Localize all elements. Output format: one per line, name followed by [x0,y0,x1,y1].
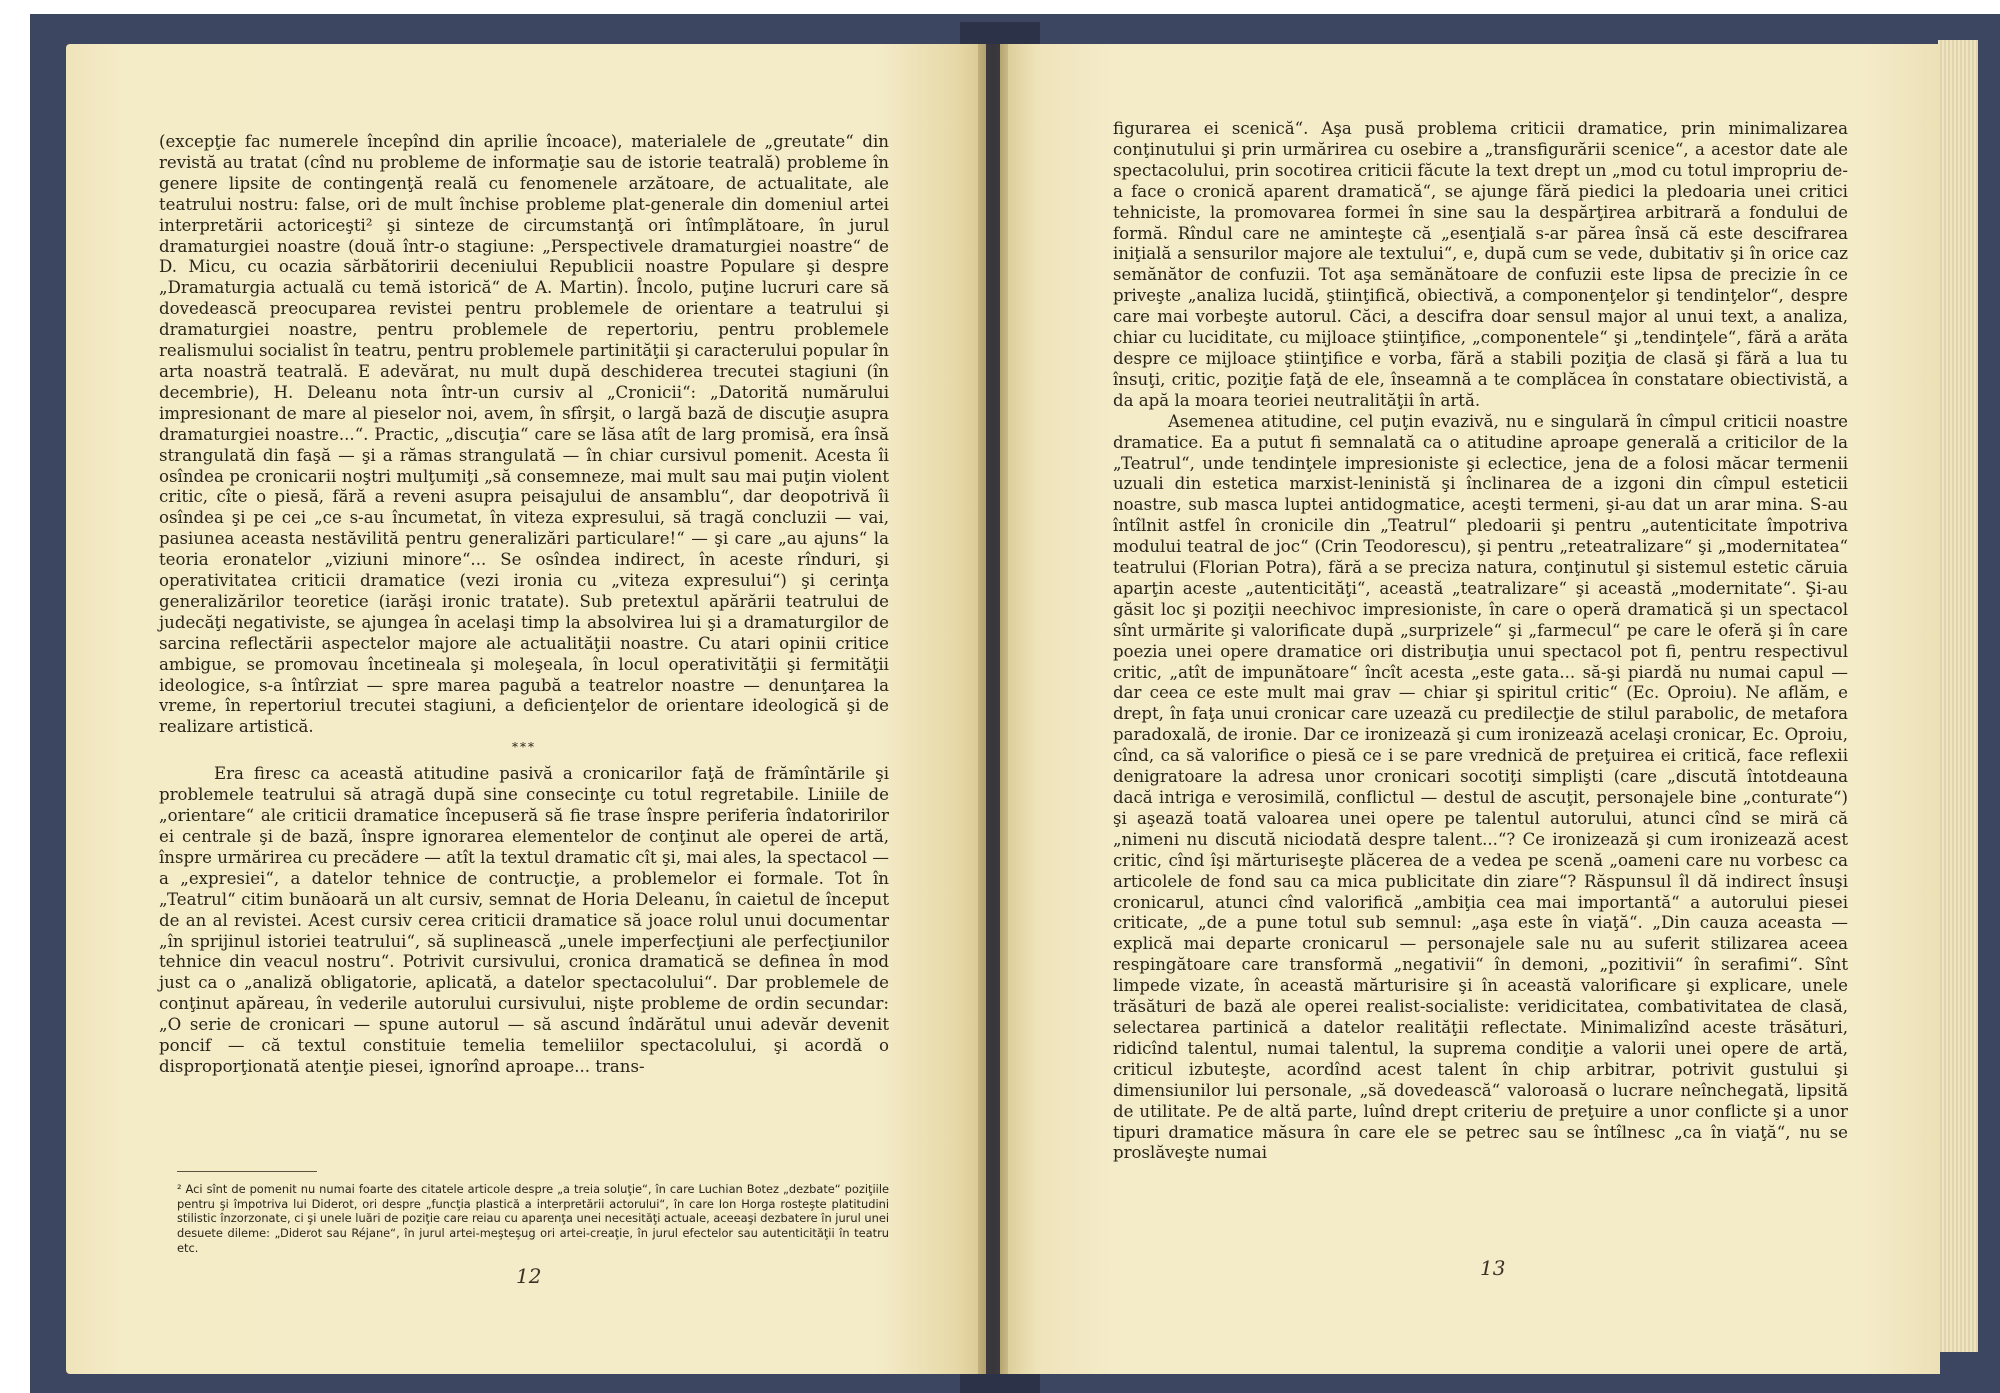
gutter-shadow [978,44,1008,1374]
right-paragraph-2: Asemenea atitudine, cel puţin evazivă, nu e singulară în cîmpul criticii noastre dramatice. Ea a putut fi semnalată ca o atitudine aproape generală a criticilor de la „Teatrul“, unde tendinţele impresioniste şi eclectice, jena de a folosi măcar termenii uzuali din estetica marxist-leninistă şi înclinarea de a izgoni din cîmpul esteticii noastre, sub masca luptei antidogmatice, aceşti termeni, şi-au dat un arar mina. S-au întîlnit astfel în cronicile din „Teatrul“ pledoarii şi pentru „autenticitate împotriva modului teatral de joc“ (Crin Teodorescu), şi pentru „reteatralizare“ şi „modernitatea“ teatrului (Florian Potra), fără a se preciza natura, conţinutul şi sistemul estetic căruia aparţin aceste „autenticităţi“, această „teatralizare“ şi această „modernitate“. Şi-au găsit loc şi poziţii neechivoc impresioniste, în care o operă dramatică şi un spectacol sînt urmărite şi valorificate după „surprizele“ şi „farmecul“ pe care le oferă şi în care poezia unei opere dramatice ori distribuţia unui spectacol pot fi, pentru respectivul critic, „atît de impunătoare“ încît acesta „este gata... să-şi piardă nu numai capul — dar ceea ce este mult mai grav — chiar şi spiritul critic“ (Ec. Oproiu). Ne aflăm, e drept, în faţa unui cronicar care uzează cu predilecţie de stilul parabolic, de metafora paradoxală, de ironie. Dar ce ironizează şi cum ironizează acelaşi cronicar, Ec. Oproiu, cînd, ca să valorifice o piesă ce i se pare vrednică de preţuirea ei critică, face reflexii denigratoare la adresa unor cronicari socotiţi simplişti (care „discută întotdeauna dacă intriga e verosimilă, conflictul — destul de ascuţit, personajele bine „conturate“) şi aşează toată valoarea unei opere pe talentul autorului, atunci cînd se miră că „nimeni nu discută niciodată despre talent...“? Ce ironizează şi cum ironizează acest critic, cînd îşi mărturiseşte plăcerea de a vedea pe scenă „oameni care nu vorbesc ca articolele de fond sau ca mica publicitate din ziare“? Răspunsul îl dă indirect însuşi cronicarul, atunci cînd valorifică „ambiţia cea mai importantă“ a autorului piesei criticate, „de a pune totul sub semnul: „aşa este în viaţă“. „Din cauza aceasta — explică mai departe cronicarul — personajele sale nu au suferit stilizarea aceea respingătoare care transformă „negativii“ în demoni, „pozitivii“ în serafimi“. Sînt limpede vizate, în această mărturisire şi în această valorificare şi explicare, unele trăsături de bază ale operei realist-socialiste: veridicitatea, combativitatea de clasă, selectarea partinică a datelor realităţii reflectate. Minimalizînd aceste trăsături, ridicînd talentul, numai talentul, la suprema condiţie a valorii unei opere de artă, criticul izbuteşte, acordînd acest talent în chip arbitrar, potrivit gustului şi dimensiunilor lui personale, „să dovedească“ valoroasă o lucrare neînchegată, lipsită de utilitate. Pe de altă parte, luînd drept criteriu de preţuire a unor conflicte şi a unor tipuri dramatice măsura în care ele se petrec sau se întîlnesc „ca în viaţă“, nu se proslăveşte numai [1113,411,1848,1163]
left-page [66,44,986,1374]
left-paragraph-2: Era firesc ca această atitudine pasivă a cronicarilor faţă de frămîntările şi problemele teatrului să atragă după sine consecinţe cu totul regretabile. Liniile de „orientare“ ale criticii dramatice începuseră să fie trase înspre periferia îndatoririlor ei centrale şi de bază, înspre ignorarea elementelor de conţinut ale operei de artă, înspre urmărirea cu precădere — atît la textul dramatic cît şi, mai ales, la spectacol — a „expresiei“, a datelor tehnice de contrucţie, a problemelor ei formale. Tot în „Teatrul“ citim bunăoară un alt cursiv, semnat de Horia Deleanu, în caietul de început de an al revistei. Acest cursiv cerea criticii dramatice să joace rolul unui documentar „în sprijinul istoriei teatrului“, să suplinească „unele imperfecţiuni ale perfecţiunilor tehnice din veacul nostru“. Potrivit cursivului, cronica dramatică se definea în mod just ca o „analiză obligatorie, aplicată, a datelor spectacolului“. Dar problemele de conţinut apăreau, în vederile autorului cursivului, nişte probleme de ordin secundar: „O serie de cronicari — spune autorul — să ascund îndărătul unui adevăr devenit poncif — că textul constituie temelia temeliilor spectacolului, şi acordă o disproporţionată atenţie piesei, ignorînd aproape... trans- [159,764,889,1076]
page-number-right: 13 [1480,1256,1506,1280]
section-separator: *** [512,740,536,755]
left-paragraph-1: (excepţie fac numerele începînd din aprilie încoace), materialele de „greutate“ din revistă au tratat (cînd nu probleme de informaţie sau de istorie teatrală) probleme în genere lipsite de contingenţă reală cu fenomenele arzătoare, de actualitate, ale teatrului nostru: false, ori de mult închise probleme plat-generale din domeniul artei interpretării actoriceşti² şi sinteze de circumstanţă ori întîmplătoare, în jurul dramaturgiei noastre (două într-o stagiune: „Perspectivele dramaturgiei noastre“ de D. Micu, cu ocazia sărbătoririi deceniului Republicii noastre Populare şi despre „Dramaturgia actuală cu temă istorică“ de A. Martin). Încolo, puţine lucruri care să dovedească preocuparea revistei pentru problemele de orientare a teatrului şi dramaturgiei noastre, pentru problemele de repertoriu, pentru problemele realismului socialist în teatru, pentru problemele partinităţii şi caracterului popular în arta noastră teatrală. E adevărat, nu mult după deschiderea trecutei stagiuni (în decembrie), H. Deleanu nota într-un cursiv al „Cronicii“: „Datorită numărului impresionant de mare al pieselor noi, avem, în sfîrşit, o largă bază de discuţie asupra dramaturgiei noastre...“. Practic, „discuţia“ care se lăsa atît de larg promisă, era însă strangulată din faşă — şi a rămas strangulată — în chiar cursivul pomenit. Acesta îi osîndea pe cronicarii noştri mulţumiţi „să consemneze, mai mult sau mai puţin violent critic, cîte o piesă, fără a reveni asupra peisajului de ansamblu“, dar deopotrivă îi osîndea şi pe cei „ce s-au încumetat, în viteza expresului, să tragă concluzii — vai, pasiunea aceasta nestăvilită pentru generalizări particulare!“ — şi care „au ajuns“ la teoria eronatelor „viziuni minore“... Se osîndea indirect, în aceste rînduri, şi operativitatea criticii dramatice (vezi ironia cu „viteza expresului“) şi cerinţa generalizărilor teoretice (iarăşi ironic tratate). Sub pretextul apărării teatrului de judecăţi negativiste, se ajungea în acelaşi timp la absolvirea lui şi a dramaturgilor de sarcina reflectării aspectelor majore ale actualităţii noastre. Cu atari opinii critice ambigue, se promovau încetineala şi moleşeala, în locul operativităţii şi fermităţii ideologice, s-a întîrziat — spre marea pagubă a teatrelor noastre — denunţarea la vreme, în repertoriul trecutei stagiuni, a deficienţelor de orientare ideologică şi de realizare artistică. [159,132,889,737]
page-number-left: 12 [516,1264,542,1288]
footnote: ² Aci sînt de pomenit nu numai foarte des citatele articole despre „a treia soluţie“, în care Luchian Botez „dezbate“ poziţiile pentru şi împotriva lui Diderot, ori despre „funcţia plastică a interpretării actorului“, în care Ion Horga rosteşte platitudini stilistic înzorzonate, ci şi unele luări de poziţie care reiau cu aparenţa unei necesităţi actuale, aceeaşi dezbatere în jurul unei desuete dileme: „Diderot sau Réjane“, în jurul artei-meşteşug ori artei-creaţie, în jurul efectelor sau autenticităţii în teatru etc. [177,1182,889,1255]
right-page-body [1113,119,1848,1164]
footnote-rule [177,1171,317,1172]
right-page [1000,44,1940,1374]
page-edges [1938,40,1978,1352]
right-paragraph-1: figurarea ei scenică“. Aşa pusă problema criticii dramatice, prin minimalizarea conţinutului şi prin urmărirea cu osebire a „transfigurării scenice“, a acestor date ale spectacolului, prin socotirea criticii făcute la text drept un „mod cu totul impropriu de-a face o cronică aparent dramatică“, se ajunge fără piedici la pledoaria unei critici tehniciste, la promovarea formei în sine sau la despărţirea arbitrară a fondului de formă. Rîndul care ne aminteşte că „esenţială s-ar părea însă că este descifrarea iniţială a sensurilor majore ale textului“, e, după cum se vede, dubitativ şi în orice caz semănător de confuzii. Tot aşa semănătoare de confuzii este lipsa de precizie în ce priveşte „analiza lucidă, ştiinţifică, obiectivă, a componenţelor şi tendinţelor“, despre care mai vorbeşte autorul. Căci, a descifra doar sensul major al unui text, a analiza, chiar cu luciditate, cu mijloace ştiinţifice, „componentele“ şi „tendinţele“, fără a arăta despre ce mijloace ştiinţifice e vorba, fără a stabili poziţia de clasă şi fără a lua tu însuţi, critic, poziţie faţă de ele, înseamnă a te complăcea în constatare obiectivistă, a da apă la moara teoriei neutralităţii în artă. [1113,119,1848,410]
left-page-body [159,132,889,1078]
